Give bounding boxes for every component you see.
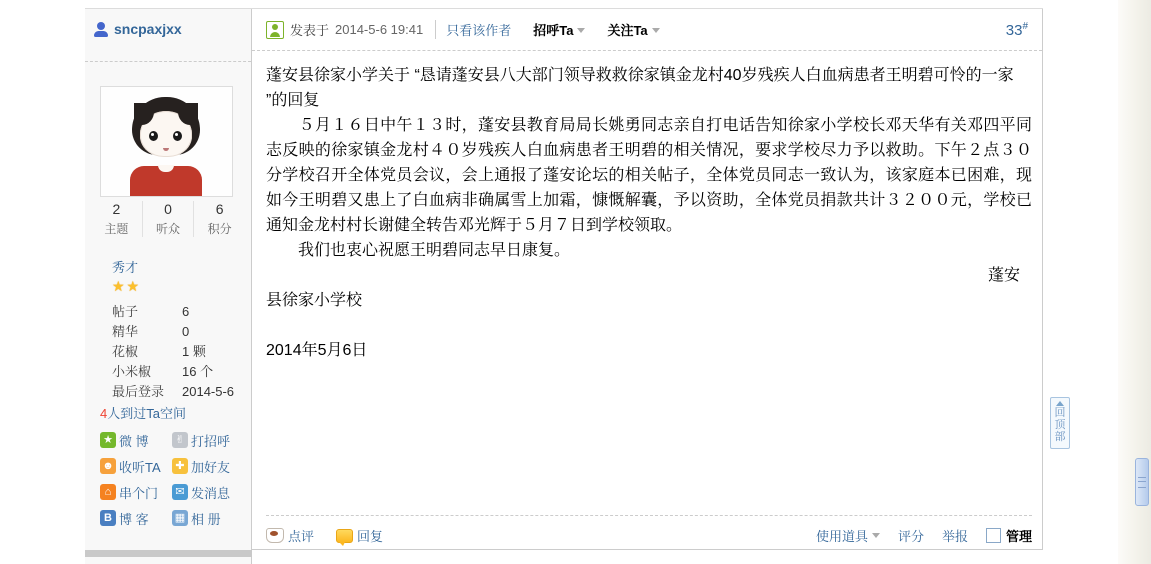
weibo-label: 微 博	[119, 433, 149, 449]
stat-threads[interactable]	[91, 201, 142, 237]
manage-button[interactable]	[986, 526, 1032, 545]
speech-bubble-icon	[336, 529, 353, 543]
stat-threads-value: 2	[112, 201, 121, 217]
floor-number: 33	[1005, 21, 1023, 39]
detail-digests-label: 精华	[112, 324, 139, 339]
next-post-sidebar-edge	[85, 557, 252, 564]
floor-suffix: #	[1022, 20, 1028, 32]
home-icon: ⌂	[100, 484, 116, 500]
reply-button[interactable]	[314, 526, 383, 545]
greet-ta-button[interactable]	[533, 20, 585, 39]
posted-time: 2014-5-6 19:41	[335, 22, 424, 37]
report-button[interactable]	[942, 526, 968, 545]
detail-posts	[112, 302, 245, 322]
post-header	[252, 9, 1042, 51]
stat-credits-label: 积分	[207, 222, 232, 236]
follow-ta-label: 关注Ta	[607, 23, 648, 38]
author-sidebar	[85, 9, 252, 550]
detail-xiaomijiao-label: 小米椒	[112, 364, 152, 379]
user-rank-link[interactable]: 秀才	[112, 260, 139, 275]
detail-last-login	[112, 382, 245, 402]
footer-right-actions	[816, 526, 1032, 545]
post-paragraph-1: ５月１６日中午１３时，蓬安县教育局局长姚勇同志亲自打电话告知徐家小学校长邓天华有关邓四平同志反映的徐家镇金龙村４０岁残疾人白血病患者王明碧的相关情况，要求学校尽力予以救助。下午２点３０分学校召开全体党员会议，会上通报了蓬安论坛的相关帖子，全体党员同志一致认为，该家庭本已困难，现如今王明碧又患上了白血病非确属雪上加霜，慷慨解囊，予以资助，全体党员捐款共计３２００元，学校已通知金龙村村长谢健全转告邓光辉于５月７日到学校领取。	[266, 117, 1032, 234]
detail-last-login-value: 2014-5-6	[182, 384, 235, 399]
rate-label: 评分	[897, 529, 924, 544]
post-content-panel	[252, 9, 1043, 550]
post-date-line: 2014年5月6日	[266, 342, 368, 359]
view-author-only-link[interactable]: 只看该作者	[435, 20, 511, 39]
album-link[interactable]	[172, 505, 245, 531]
listen-icon: ☻	[100, 458, 116, 474]
report-label: 举报	[941, 529, 968, 544]
blank-line	[266, 313, 1032, 338]
weibo-icon: ★	[100, 432, 116, 448]
use-magic-label: 使用道具	[815, 529, 868, 544]
stat-listeners-label: 听众	[156, 222, 181, 236]
detail-digests-value: 0	[182, 324, 190, 339]
blog-icon: B	[100, 510, 116, 526]
avatar[interactable]	[100, 86, 233, 197]
chevron-down-icon	[872, 533, 880, 538]
avatar-eye-right	[173, 131, 182, 141]
stat-listeners-value: 0	[164, 201, 172, 217]
use-magic-button[interactable]	[816, 526, 880, 545]
manage-checkbox[interactable]	[986, 528, 1001, 543]
author-detail-list	[112, 302, 245, 402]
follow-ta-button[interactable]	[607, 20, 659, 39]
detail-huajiao-label: 花椒	[112, 344, 139, 359]
manage-label: 管理	[1005, 529, 1032, 544]
author-action-links	[100, 427, 245, 531]
blog-label: 博 客	[119, 511, 149, 527]
add-friend-icon: ✚	[172, 458, 188, 474]
stat-threads-label: 主题	[104, 222, 129, 236]
greet-ta-label: 招呼Ta	[533, 23, 574, 38]
stat-credits-value: 6	[215, 201, 224, 217]
detail-posts-value: 6	[182, 304, 190, 319]
space-visitors-link[interactable]	[100, 403, 186, 422]
user-status-icon	[93, 21, 109, 37]
avatar-eye-left	[149, 131, 158, 141]
album-icon: ▦	[172, 510, 188, 526]
signature-line-1: 蓬安	[987, 267, 1020, 284]
visitors-count: 4	[100, 406, 108, 421]
floor-number-link[interactable]	[1006, 21, 1028, 39]
visit-space-label: 串个门	[119, 485, 159, 501]
weibo-link[interactable]	[100, 427, 172, 453]
author-username-link[interactable]: sncpaxjxx	[114, 21, 182, 37]
poster-status-icon	[266, 21, 284, 39]
chevron-down-icon	[577, 28, 585, 33]
blog-link[interactable]	[100, 505, 172, 531]
author-stats	[91, 201, 245, 237]
greet-link[interactable]	[172, 427, 245, 453]
album-label: 相 册	[191, 511, 221, 527]
detail-huajiao-value: 1 颗	[182, 344, 206, 359]
greet-label: 打招呼	[191, 433, 231, 449]
reply-label: 回复	[357, 529, 384, 544]
detail-posts-label: 帖子	[112, 304, 139, 319]
inter-post-divider	[85, 550, 252, 557]
back-to-top-button[interactable]	[1050, 397, 1070, 449]
rank-stars-icon: ★★	[112, 278, 142, 294]
post-paragraph-2: 我们也衷心祝愿王明碧同志早日康复。	[266, 242, 571, 259]
scrollbar-thumb[interactable]	[1135, 458, 1149, 506]
sidebar-divider	[85, 61, 251, 62]
back-to-top-label: 回顶部	[1054, 407, 1066, 443]
comment-label: 点评	[288, 529, 315, 544]
post-title: 蓬安县徐家小学关于 “恳请蓬安县八大部门领导救救徐家镇金龙村40岁残疾人白血病患者王明碧可怜的一家 ”的回复	[266, 67, 1014, 109]
detail-xiaomijiao	[112, 362, 245, 382]
signature-line-2: 县徐家小学校	[266, 292, 363, 309]
rate-button[interactable]	[898, 526, 924, 545]
chevron-down-icon	[652, 28, 660, 33]
detail-digests	[112, 322, 245, 342]
comment-button[interactable]	[266, 526, 314, 545]
stat-credits[interactable]	[193, 201, 245, 237]
visitors-text: 人到过Ta空间	[107, 406, 186, 421]
listen-link[interactable]	[100, 453, 172, 479]
greet-icon: ✌	[172, 432, 188, 448]
listen-label: 收听TA	[119, 459, 161, 475]
coffee-cup-icon	[266, 528, 284, 543]
visit-space-link[interactable]	[100, 479, 172, 505]
author-header	[93, 21, 182, 37]
post-body	[252, 51, 1042, 363]
scrollbar-grip-icon	[1138, 477, 1146, 488]
detail-huajiao	[112, 342, 245, 362]
detail-last-login-label: 最后登录	[112, 384, 165, 399]
send-message-link[interactable]	[172, 479, 245, 505]
post-footer-bar	[266, 515, 1032, 545]
detail-xiaomijiao-value: 16 个	[182, 364, 214, 379]
send-message-label: 发消息	[191, 485, 231, 501]
arrow-up-icon	[1056, 401, 1064, 406]
add-friend-label: 加好友	[191, 459, 231, 475]
envelope-icon: ✉	[172, 484, 188, 500]
posted-label: 发表于	[290, 23, 330, 38]
add-friend-link[interactable]	[172, 453, 245, 479]
stat-listeners[interactable]	[142, 201, 194, 237]
